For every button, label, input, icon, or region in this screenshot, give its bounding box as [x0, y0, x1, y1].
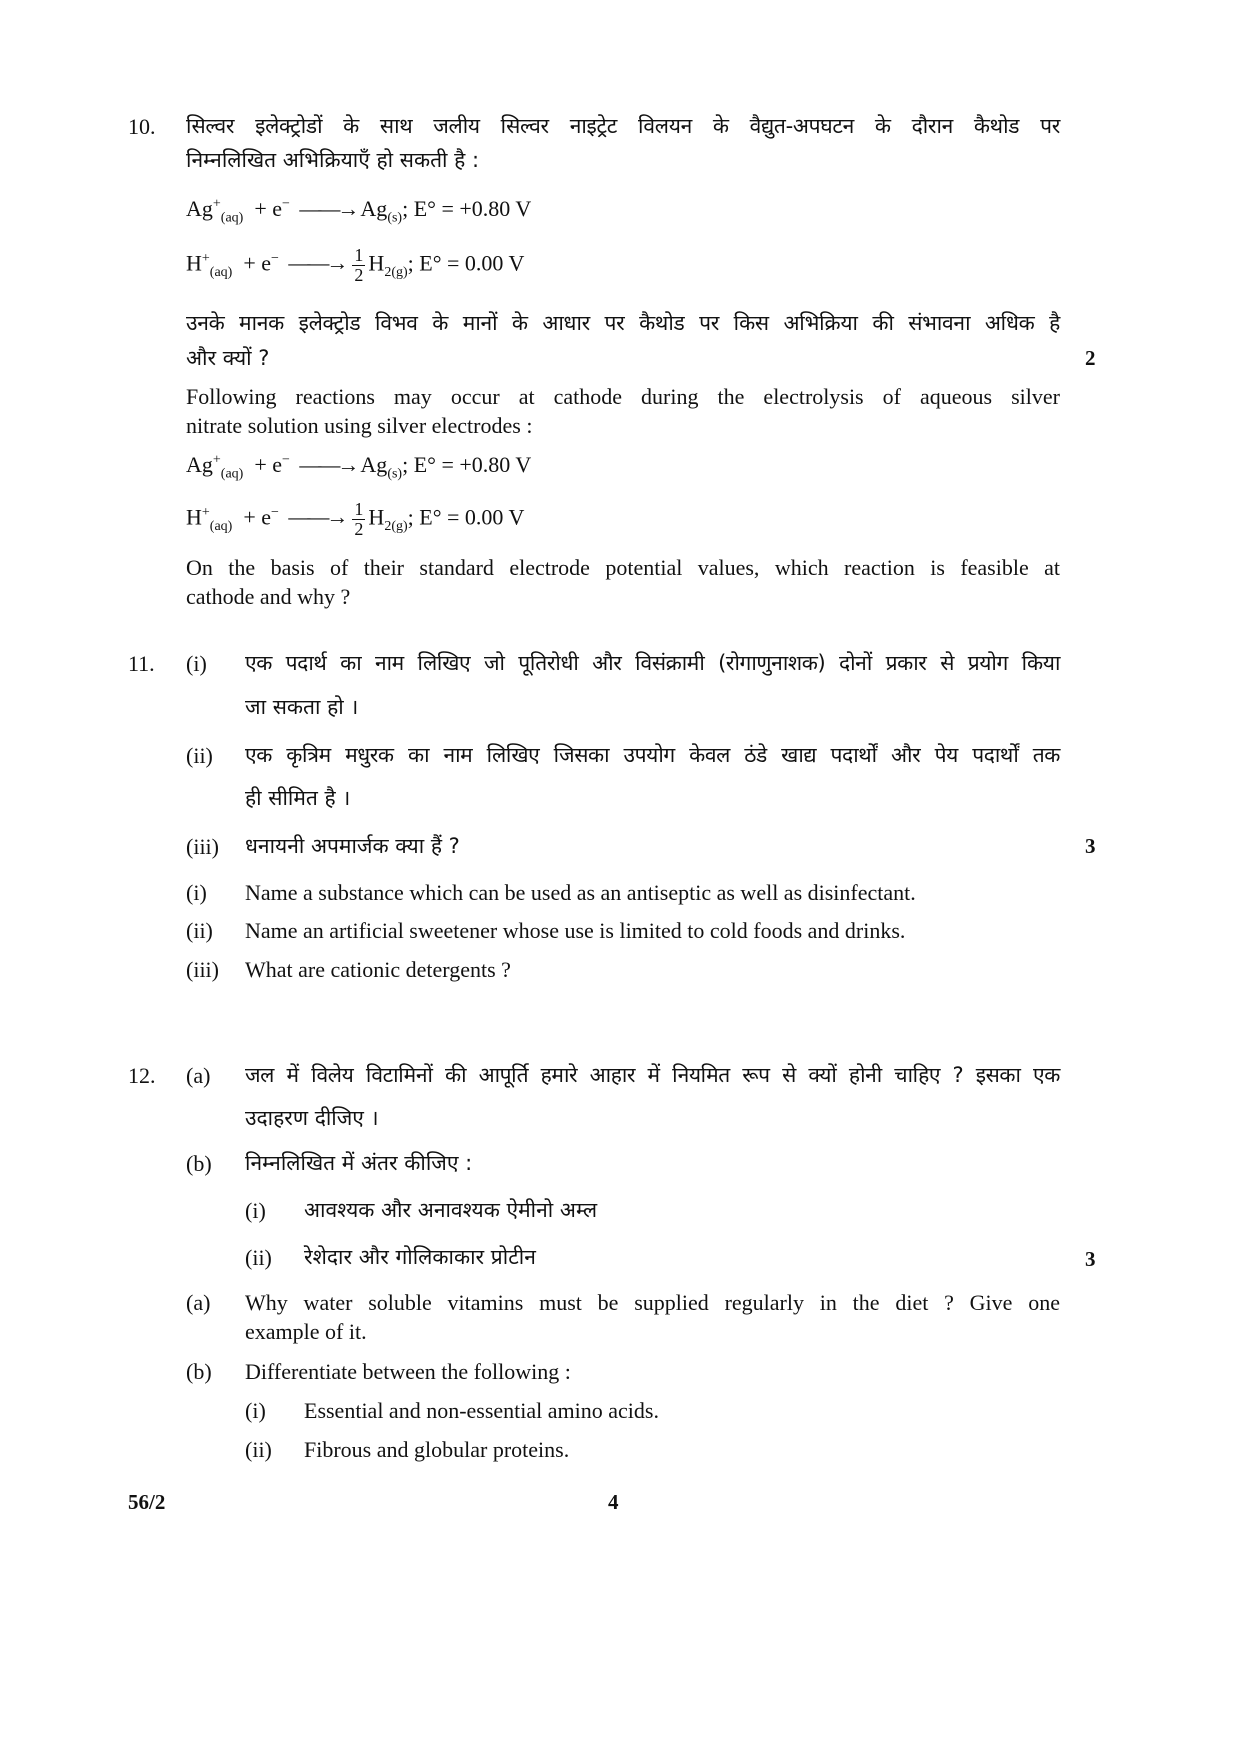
q12-english-b-text: Differentiate between the following :	[245, 1359, 571, 1384]
eq-mid: + e	[243, 250, 272, 276]
q12-hindi-a-label: (a)	[186, 1063, 211, 1088]
fraction-half: $\frac{1}{2}$	[354, 499, 364, 539]
q12-hindi-b-text: निम्नलिखित में अंतर कीजिए :	[245, 1151, 473, 1175]
q11-hindi-iii-line1: धनायनी अपमार्जक क्या हैं ?	[245, 834, 460, 858]
q12-english-b-ii-label: (ii)	[245, 1437, 272, 1462]
eq-species: H	[186, 250, 202, 276]
eq-product: H	[368, 250, 385, 276]
q11-hindi-i-line1: एक पदार्थ का नाम लिखिए जो पूतिरोधी और विसंक्रामी (रोगाणुनाशक) दोनों प्रकार से प्रयोग किया	[245, 651, 1060, 675]
q11-hindi-i-line2: जा सकता हो ।	[245, 695, 359, 719]
q12-english-b-ii-text: Fibrous and globular proteins.	[304, 1437, 570, 1462]
eq-species: Ag	[186, 196, 213, 221]
eq-species: Ag	[186, 452, 213, 477]
q11-marks: 3	[1085, 834, 1096, 858]
q11-english-ii-text: Name an artificial sweetener whose use is limited to cold foods and drinks.	[245, 918, 906, 943]
q11-english-ii-label: (ii)	[186, 918, 213, 943]
eq-product-state: 2(g)	[384, 518, 408, 534]
q12-hindi-b-ii-text: रेशेदार और गोलिकाकार प्रोटीन	[304, 1245, 536, 1269]
q11-english-i-text: Name a substance which can be used as an antiseptic as well as disinfectant.	[245, 880, 916, 905]
eq-minus: −	[282, 452, 290, 468]
q11-english-i-label: (i)	[186, 880, 207, 905]
eq-charge: +	[212, 196, 221, 212]
q12-english-a-line2: example of it.	[245, 1319, 367, 1344]
eq-potential: ; E° = 0.00 V	[407, 504, 525, 530]
eq-product: Ag	[360, 452, 388, 477]
q10-english-line1: Following reactions may occur at cathode during the electrolysis of aqueous silver	[186, 384, 1060, 409]
q10-english-question-line1: On the basis of their standard electrode potential values, which reaction is feasible at	[186, 555, 1060, 580]
eq-minus: −	[271, 251, 279, 267]
eq-mid: + e	[243, 504, 272, 530]
q10-english-eq2	[186, 500, 524, 539]
eq-potential: ; E° = 0.00 V	[407, 250, 525, 276]
eq-product-state: (s)	[387, 466, 403, 482]
q10-english-question-line2: cathode and why ?	[186, 584, 351, 609]
q11-hindi-ii-line1: एक कृत्रिम मधुरक का नाम लिखिए जिसका उपयोग केवल ठंडे खाद्य पदार्थों और पेय पदार्थों तक	[245, 743, 1060, 767]
eq-state: (aq)	[209, 518, 233, 534]
q10-hindi-line1: सिल्वर इलेक्ट्रोडों के साथ जलीय सिल्वर नाइट्रेट विलयन के वैद्युत-अपघटन के दौरान कैथोड पर	[186, 114, 1060, 138]
q10-english-line2: nitrate solution using silver electrodes :	[186, 413, 533, 438]
eq-charge: +	[201, 505, 210, 521]
page-number: 4	[608, 1490, 619, 1514]
paper-code: 56/2	[128, 1490, 166, 1514]
q10-marks: 2	[1085, 346, 1096, 370]
eq-minus: −	[271, 505, 279, 521]
eq-product-state: (s)	[387, 210, 403, 226]
eq-mid: + e	[254, 196, 283, 221]
eq-mid: + e	[254, 452, 283, 477]
reaction-arrow-icon: ——→	[299, 452, 357, 477]
q11-hindi-ii-line2: ही सीमित है ।	[245, 786, 351, 810]
eq-state: (aq)	[220, 466, 244, 482]
q12-english-a-label: (a)	[186, 1290, 211, 1315]
q12-english-b-label: (b)	[186, 1359, 212, 1384]
q12-english-b-i-text: Essential and non-essential amino acids.	[304, 1398, 659, 1423]
q12-hindi-b-i-label: (i)	[245, 1198, 266, 1223]
q11-hindi-iii-label: (iii)	[186, 834, 219, 859]
q12-hindi-a-line2: उदाहरण दीजिए ।	[245, 1106, 379, 1130]
q12-hindi-b-i-text: आवश्यक और अनावश्यक ऐमीनो अम्ल	[304, 1198, 598, 1222]
eq-charge: +	[201, 251, 210, 267]
q12-hindi-b-label: (b)	[186, 1151, 212, 1176]
q10-hindi-line2: निम्नलिखित अभिक्रियाएँ हो सकती है :	[186, 148, 480, 172]
q10-hindi-question-line1: उनके मानक इलेक्ट्रोड विभव के मानों के आधार पर कैथोड पर किस अभिक्रिया की संभावना अधिक है	[186, 311, 1060, 335]
eq-potential: ; E° = +0.80 V	[402, 452, 532, 477]
q10-english-eq1	[186, 452, 532, 482]
q11-number: 11.	[128, 651, 155, 676]
q10-hindi-question-line2: और क्यों ?	[186, 346, 270, 370]
q11-hindi-i-label: (i)	[186, 651, 207, 676]
eq-state: (aq)	[220, 210, 244, 226]
q12-number: 12.	[128, 1063, 156, 1088]
eq-charge: +	[212, 452, 221, 468]
eq-species: H	[186, 504, 202, 530]
q11-hindi-ii-label: (ii)	[186, 743, 213, 768]
eq-product-state: 2(g)	[384, 264, 408, 280]
fraction-half: $\frac{1}{2}$	[354, 245, 364, 285]
q10-hindi-eq1	[186, 196, 532, 226]
q12-english-a-line1: Why water soluble vitamins must be supplied regularly in the diet ? Give one	[245, 1290, 1060, 1315]
eq-potential: ; E° = +0.80 V	[402, 196, 532, 221]
eq-product: Ag	[360, 196, 388, 221]
reaction-arrow-icon: ——→	[288, 250, 346, 276]
reaction-arrow-icon: ——→	[288, 504, 346, 530]
q12-hindi-a-line1: जल में विलेय विटामिनों की आपूर्ति हमारे आहार में नियमित रूप से क्यों होनी चाहिए ? इसका एक	[245, 1063, 1060, 1087]
q11-english-iii-label: (iii)	[186, 957, 219, 982]
q10-number: 10.	[128, 114, 156, 139]
q12-english-b-i-label: (i)	[245, 1398, 266, 1423]
eq-product: H	[368, 504, 385, 530]
eq-minus: −	[282, 196, 290, 212]
q12-hindi-b-ii-label: (ii)	[245, 1245, 272, 1270]
q11-english-iii-text: What are cationic detergents ?	[245, 957, 511, 982]
eq-state: (aq)	[209, 264, 233, 280]
q12-marks: 3	[1085, 1247, 1096, 1271]
q10-hindi-eq2	[186, 246, 524, 285]
reaction-arrow-icon: ——→	[299, 196, 357, 221]
